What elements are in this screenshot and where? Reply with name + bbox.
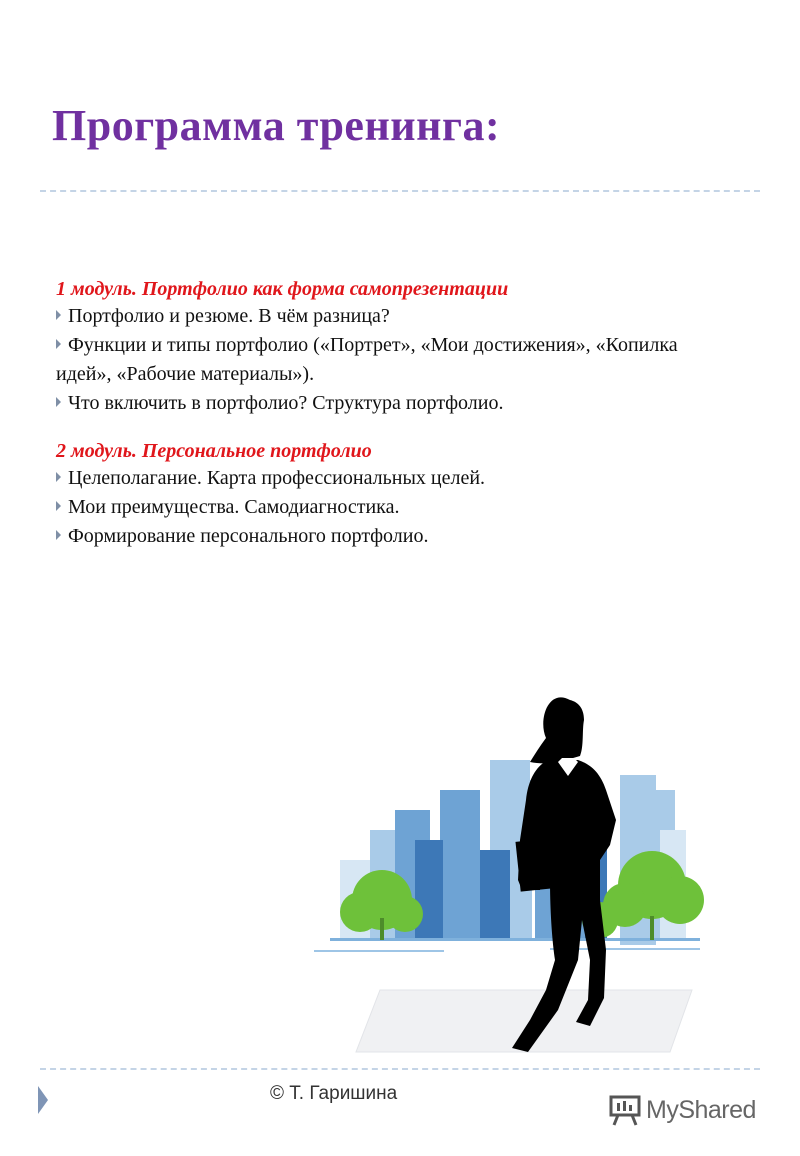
myshared-logo[interactable]	[608, 1093, 756, 1127]
list-item: Мои преимущества. Самодиагностика.	[56, 493, 736, 522]
logo-text: MyShared	[646, 1095, 756, 1124]
list-item: Функции и типы портфолио («Портрет», «Мои достижения», «Копилка идей», «Рабочие материалы»).	[56, 334, 678, 385]
module-2-heading: 2 модуль. Персональное портфолио	[56, 440, 372, 462]
businesswoman-city-illustration	[300, 680, 720, 1060]
bullet-icon	[56, 397, 61, 407]
bullet-icon	[56, 501, 61, 511]
program-content	[56, 276, 736, 551]
module-2	[56, 438, 736, 551]
slide-title: Программа тренинга:	[52, 101, 501, 150]
top-divider	[40, 190, 760, 192]
next-slide-arrow-icon[interactable]	[38, 1086, 48, 1114]
list-item: Что включить в портфолио? Структура портфолио.	[56, 389, 736, 418]
bullet-icon	[56, 472, 61, 482]
author-credit: © Т. Гаришина	[270, 1083, 398, 1104]
list-item: Формирование персонального портфолио.	[56, 522, 736, 551]
list-item: Целеполагание. Карта профессиональных целей.	[56, 464, 736, 493]
module-1-heading: 1 модуль. Портфолио как форма самопрезентации	[56, 278, 509, 300]
presentation-board-icon	[608, 1093, 642, 1127]
bullet-icon	[56, 310, 61, 320]
bullet-icon	[56, 530, 61, 540]
list-item: Портфолио и резюме. В чём разница?	[56, 302, 736, 331]
module-1	[56, 276, 736, 418]
bottom-divider	[40, 1068, 760, 1070]
bullet-icon	[56, 339, 61, 349]
